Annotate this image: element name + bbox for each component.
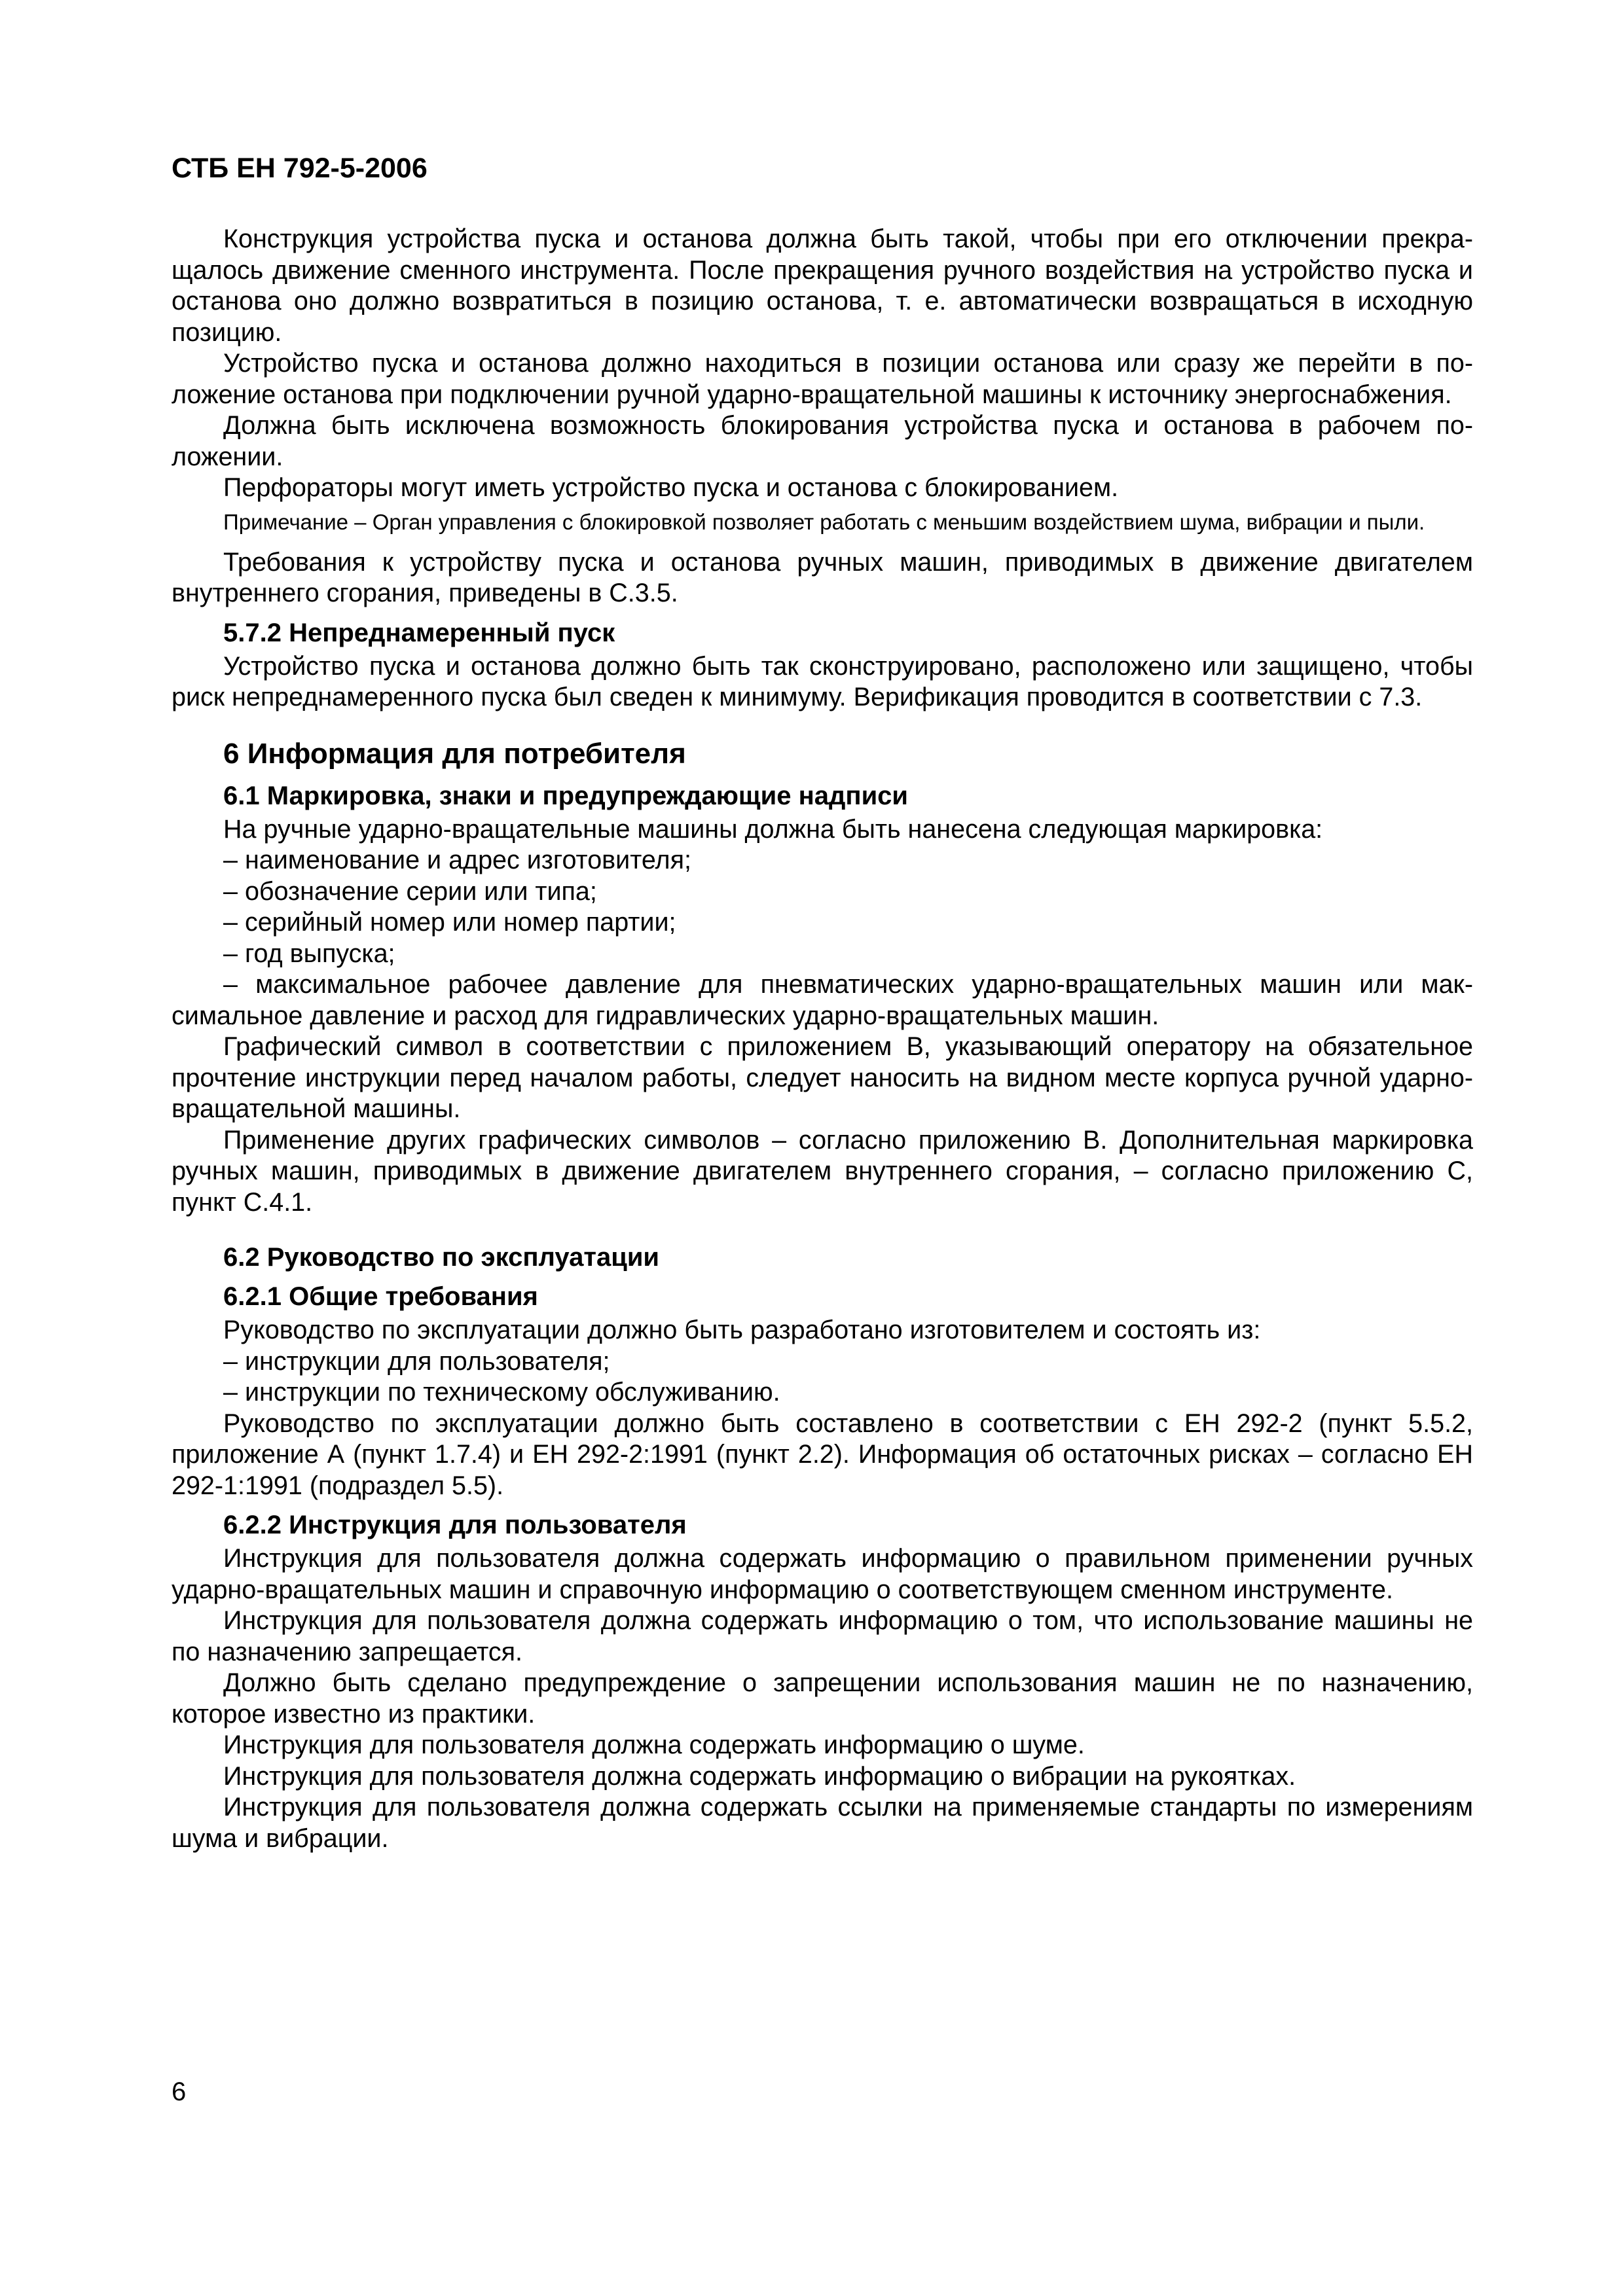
paragraph: Требования к устройству пуска и останова ручных машин, приводимых в движение двигателем внутреннего сгорания, приведены в С.3.5. bbox=[172, 547, 1473, 607]
paragraph: Устройство пуска и останова должно быть так сконструировано, расположено или защищено, чтобы риск непреднамеренного пуска был сведен к минимуму. Верификация проводится в соответствии с 7.3. bbox=[172, 651, 1473, 711]
paragraph: Руководство по эксплуатации должно быть разработано изготовителем и состоять из: bbox=[223, 1316, 1261, 1344]
list-item: – обозначение серии или типа; bbox=[223, 876, 597, 906]
paragraph: Инструкция для пользователя должна содержать ссылки на применяемые стандарты по измерениям шума и вибрации. bbox=[172, 1793, 1473, 1853]
paragraph: Устройство пуска и останова должно находиться в позиции останова или сразу же перейти в положение останова при подключении ручной ударно-вращательной машины к источнику энергоснабжения. bbox=[172, 349, 1473, 409]
list-item: – серийный номер или номер партии; bbox=[223, 908, 676, 937]
section-heading-6-2-2: 6.2.2 Инструкция для пользователя bbox=[223, 1511, 687, 1539]
paragraph: Должна быть исключена возможность блокирования устройства пуска и останова в рабочем положении. bbox=[172, 411, 1473, 471]
paragraph: Применение других графических символов – согласно приложению В. Дополнительная маркировка ручных машин, приводимых в движение двигателем внутреннего сгорания, – согласно приложению С, пункт С.4.1. bbox=[172, 1125, 1473, 1217]
section-heading-5-7-2: 5.7.2 Непреднамеренный пуск bbox=[223, 618, 615, 647]
list-item: – год выпуска; bbox=[223, 939, 395, 968]
list-item: – максимальное рабочее давление для пневматических ударно-вращательных машин или максимальное давление и расход для гидравлических ударно-вращательных машин. bbox=[172, 970, 1473, 1030]
paragraph: Инструкция для пользователя должна содержать информацию о правильном применении ручных ударно-вращательных машин и справочную информацию о соответствующем сменном инструменте. bbox=[172, 1544, 1473, 1604]
paragraph: Инструкция для пользователя должна содержать информацию о вибрации на рукоятках. bbox=[223, 1761, 1296, 1791]
section-heading-6-2-1: 6.2.1 Общие требования bbox=[223, 1282, 538, 1311]
paragraph: Инструкция для пользователя должна содержать информацию о шуме. bbox=[223, 1731, 1085, 1759]
paragraph: Руководство по эксплуатации должно быть составлено в соответствии с ЕН 292-2 (пункт 5.5.2, приложение А (пункт 1.7.4) и ЕН 292-2:1991 (пункт 2.2). Информация об остаточных рисках – согласно ЕН 292-1:1991 (подраздел 5.5). bbox=[172, 1408, 1473, 1500]
list-item: – наименование и адрес изготовителя; bbox=[223, 846, 691, 874]
paragraph: Перфораторы могут иметь устройство пуска и останова с блокированием. bbox=[223, 473, 1119, 502]
document-header: СТБ ЕН 792-5-2006 bbox=[172, 152, 428, 184]
list-item: – инструкции для пользователя; bbox=[223, 1346, 610, 1376]
paragraph: Должно быть сделано предупреждение о запрещении использования машин не по назначению, которое известно из практики. bbox=[172, 1668, 1473, 1729]
paragraph: Конструкция устройства пуска и останова должна быть такой, чтобы при его отключении прекращалось движение сменного инструмента. После прекращения ручного воздействия на устройство пуска и останова оно должно возвратиться в позицию останова, т. е. автоматически возвращаться в исходную позицию. bbox=[172, 224, 1473, 347]
page-number: 6 bbox=[172, 2077, 187, 2106]
paragraph: Инструкция для пользователя должна содержать информацию о том, что использование машины не по назначению запрещается. bbox=[172, 1606, 1473, 1666]
list-item: – инструкции по техническому обслуживанию. bbox=[223, 1378, 780, 1407]
page-content bbox=[172, 224, 1473, 1854]
section-heading-6-2: 6.2 Руководство по эксплуатации bbox=[223, 1243, 659, 1272]
section-heading-6-1: 6.1 Маркировка, знаки и предупреждающие надписи bbox=[223, 781, 908, 810]
section-heading-6: 6 Информация для потребителя bbox=[223, 737, 686, 770]
paragraph: На ручные ударно-вращательные машины должна быть нанесена следующая маркировка: bbox=[223, 814, 1323, 844]
note: Примечание – Орган управления с блокировкой позволяет работать с меньшим воздействием шума, вибрации и пыли. bbox=[223, 509, 1425, 534]
paragraph: Графический символ в соответствии с приложением В, указывающий оператору на обязательное прочтение инструкции перед началом работы, следует наносить на видном месте корпуса ручной ударно-вращательной машины. bbox=[172, 1032, 1473, 1123]
